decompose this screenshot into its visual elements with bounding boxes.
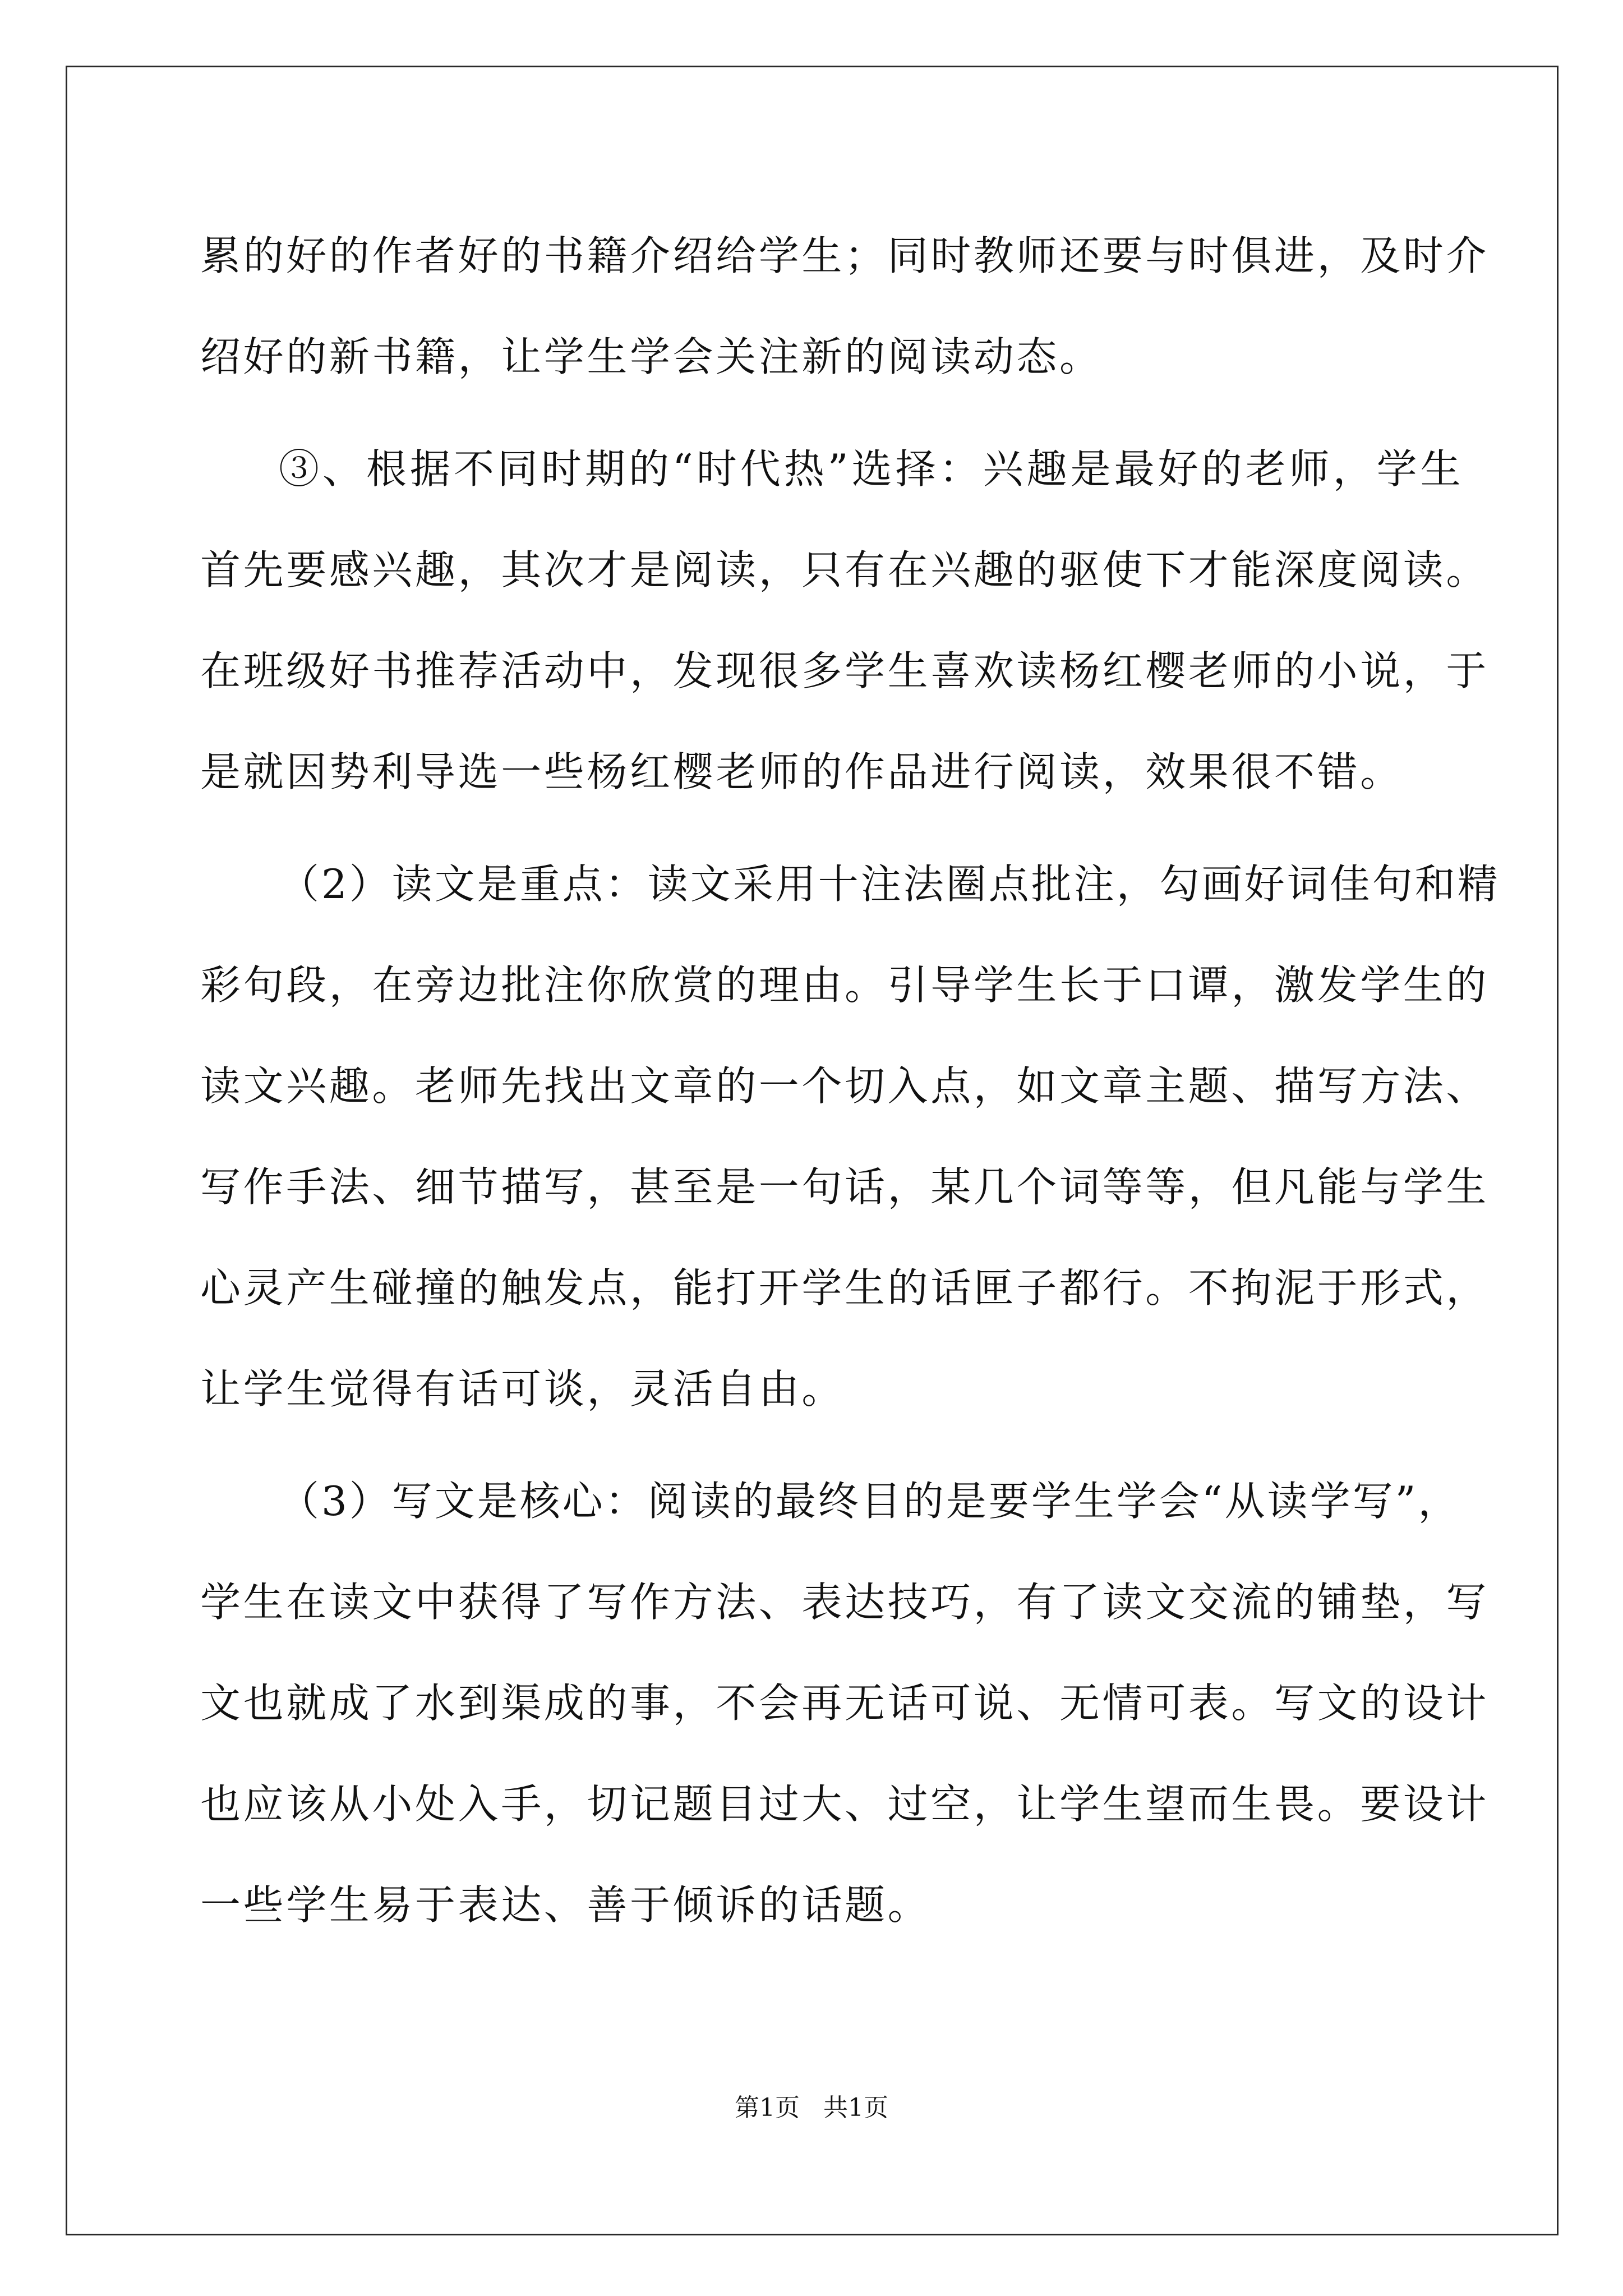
text-line: （2）读文是重点：读文采用十注法圈点批注，勾画好词佳句和精 <box>279 861 1500 908</box>
page-footer <box>0 2091 1623 2125</box>
text-line: ③、根据不同时期的“时代热”选择：兴趣是最好的老师，学生 <box>279 445 1464 493</box>
text-line: 也应该从小处入手，切记题目过大、过空，让学生望而生畏。要设计 <box>200 1780 1490 1828</box>
text-line: 让学生觉得有话可谈，灵活自由。 <box>200 1365 845 1412</box>
text-line: （3）写文是核心：阅读的最终目的是要学生学会“从读学写”， <box>279 1478 1461 1525</box>
text-line: 绍好的新书籍，让学生学会关注新的阅读动态。 <box>200 333 1103 380</box>
footer-separator <box>800 2093 823 2122</box>
text-line: 是就因势利导选一些杨红樱老师的作品进行阅读，效果很不错。 <box>200 748 1403 795</box>
text-line: 彩句段，在旁边批注你欣赏的理由。引导学生长于口谭，激发学生的 <box>200 961 1490 1009</box>
text-line: 心灵产生碰撞的触发点，能打开学生的话匣子都行。不拘泥于形式， <box>200 1264 1490 1312</box>
page-number-current: 第1页 <box>735 2093 800 2122</box>
text-line: 写作手法、细节描写，甚至是一句话，某几个词等等，但凡能与学生 <box>200 1163 1490 1211</box>
text-line: 文也就成了水到渠成的事，不会再无话可说、无情可表。写文的设计 <box>200 1680 1490 1727</box>
text-line: 累的好的作者好的书籍介绍给学生；同时教师还要与时俱进，及时介 <box>200 232 1490 279</box>
text-line: 一些学生易于表达、善于倾诉的话题。 <box>200 1881 931 1929</box>
text-line: 首先要感兴趣，其次才是阅读，只有在兴趣的驱使下才能深度阅读。 <box>200 546 1490 593</box>
text-line: 在班级好书推荐活动中，发现很多学生喜欢读杨红樱老师的小说，于 <box>200 647 1490 694</box>
text-line: 读文兴趣。老师先找出文章的一个切入点，如文章主题、描写方法、 <box>200 1062 1490 1110</box>
text-line: 学生在读文中获得了写作方法、表达技巧，有了读文交流的铺垫，写 <box>200 1579 1490 1626</box>
page-number-total: 共1页 <box>823 2093 888 2122</box>
